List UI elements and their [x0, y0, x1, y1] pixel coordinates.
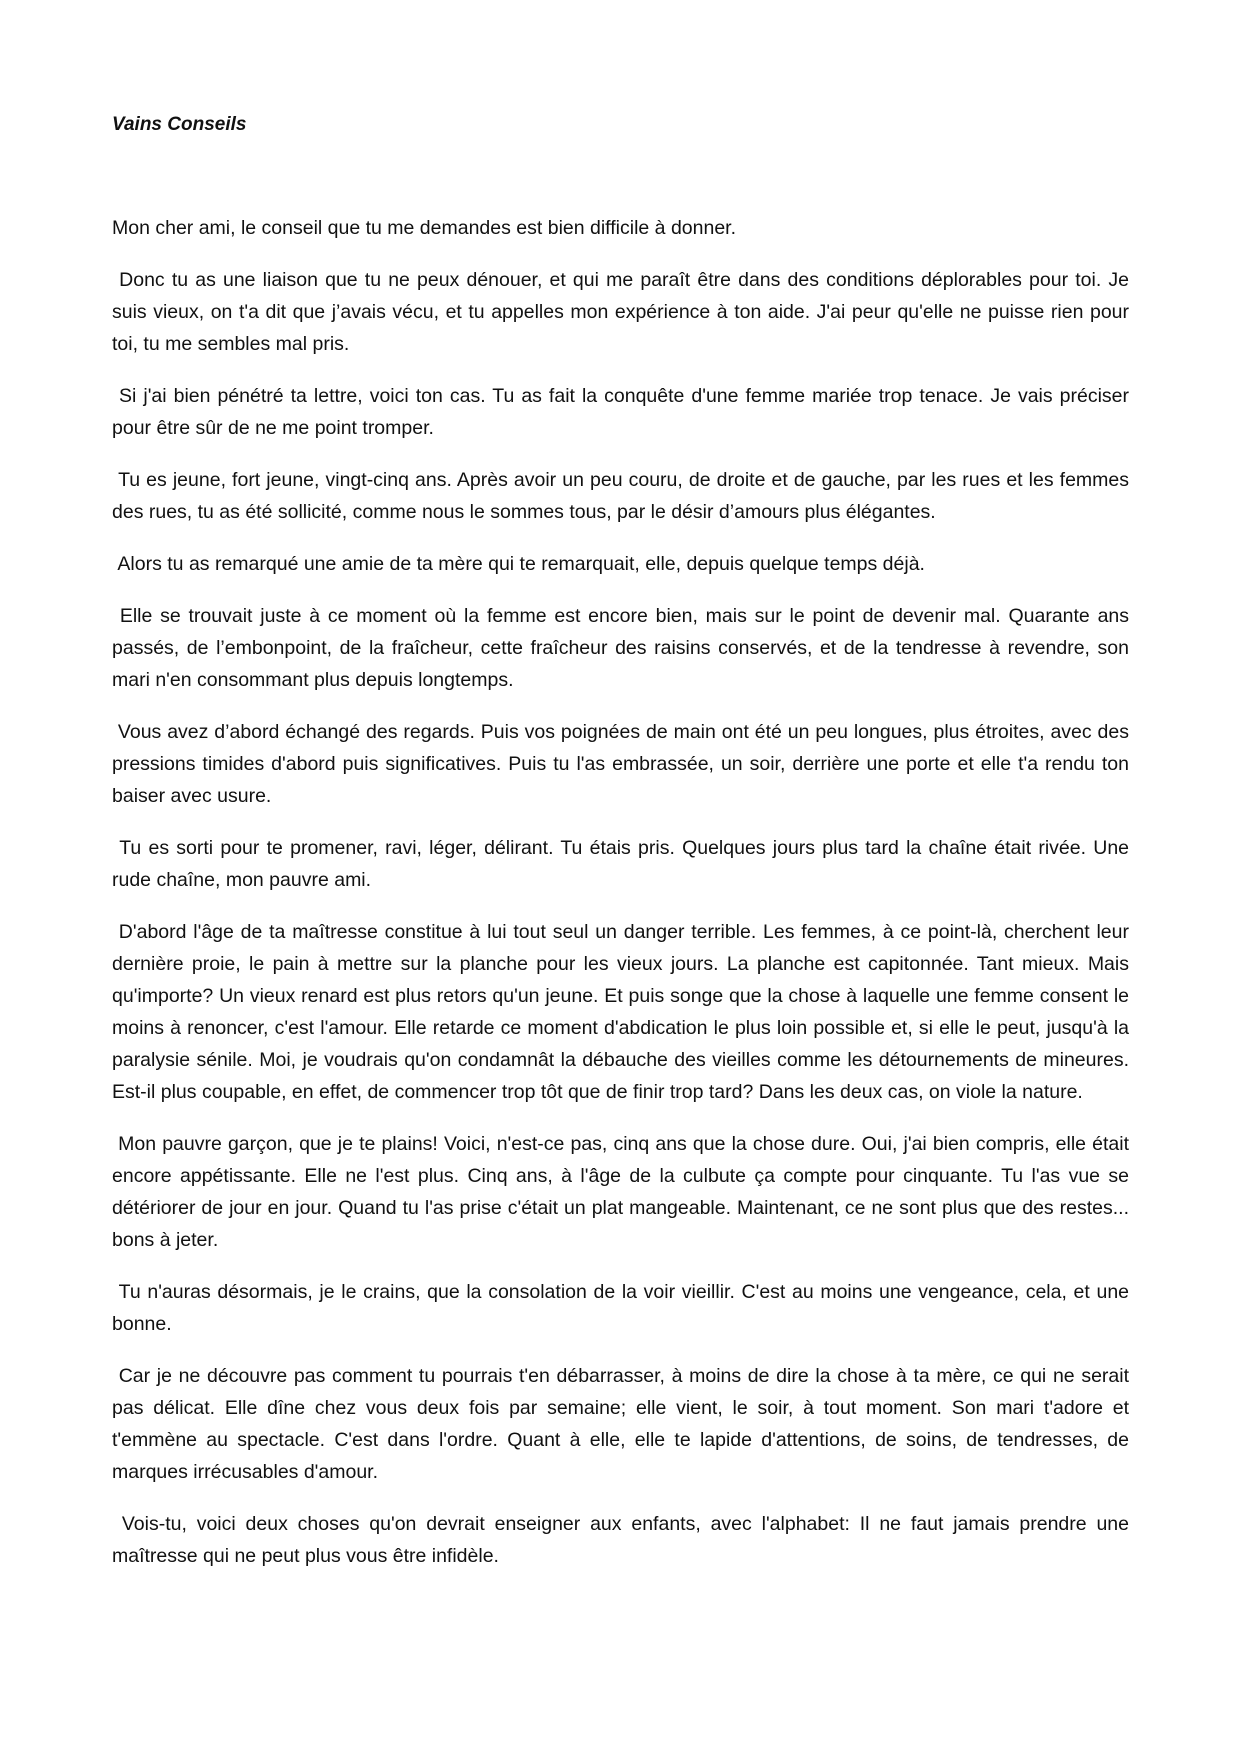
document-title: Vains Conseils [112, 114, 247, 135]
paragraph: Vous avez d’abord échangé des regards. Puis vos poignées de main ont été un peu longues, plus étroites, avec des pressions timides d'abord puis significatives. Puis tu l'as embrassée, un soir, derrière une porte et elle t'a rendu ton baiser avec usure. [112, 721, 1135, 807]
paragraph: Si j'ai bien pénétré ta lettre, voici ton cas. Tu as fait la conquête d'une femme mariée trop tenace. Je vais préciser pour être sûr de ne me point tromper. [112, 385, 1135, 439]
paragraph: Mon cher ami, le conseil que tu me demandes est bien difficile à donner. [112, 217, 736, 239]
paragraph: Vois-tu, voici deux choses qu'on devrait enseigner aux enfants, avec l'alphabet: Il ne faut jamais prendre une maîtresse qui ne peut plus vous être infidèle. [112, 1513, 1135, 1567]
paragraph: Car je ne découvre pas comment tu pourrais t'en débarrasser, à moins de dire la chose à ta mère, ce qui ne serait pas délicat. Elle dîne chez vous deux fois par semaine; elle vient, le soir, à tout moment. Son mari t'adore et t'emmène au spectacle. C'est dans l'ordre. Quant à elle, elle te lapide d'attentions, de soins, de tendresses, de marques irrécusables d'amour. [112, 1365, 1135, 1483]
paragraph: Alors tu as remarqué une amie de ta mère qui te remarquait, elle, depuis quelque temps déjà. [112, 553, 925, 575]
paragraph: D'abord l'âge de ta maîtresse constitue à lui tout seul un danger terrible. Les femmes, à ce point-là, cherchent leur dernière proie, le pain à mettre sur la planche pour les vieux jours. La planche est capitonnée. Tant mieux. Mais qu'importe? Un vieux renard est plus retors qu'un jeune. Et puis songe que la chose à laquelle une femme consent le moins à renoncer, c'est l'amour. Elle retarde ce moment d'abdication le plus loin possible et, si elle le peut, jusqu'à la paralysie sénile. Moi, je voudrais qu'on condamnât la débauche des vieilles comme les détournements de mineures. Est-il plus coupable, en effet, de commencer trop tôt que de finir trop tard? Dans les deux cas, on viole la nature. [112, 921, 1135, 1103]
paragraph: Elle se trouvait juste à ce moment où la femme est encore bien, mais sur le point de devenir mal. Quarante ans passés, de l’embonpoint, de la fraîcheur, cette fraîcheur des raisins conservés, et de la tendresse à revendre, son mari n'en consommant plus depuis longtemps. [112, 605, 1135, 691]
paragraph: Mon pauvre garçon, que je te plains! Voici, n'est-ce pas, cinq ans que la chose dure. Oui, j'ai bien compris, elle était encore appétissante. Elle ne l'est plus. Cinq ans, à l'âge de la culbute ça compte pour cinquante. Tu l'as vue se détériorer de jour en jour. Quand tu l'as prise c'était un plat mangeable. Maintenant, ce ne sont plus que des restes... bons à jeter. [112, 1133, 1135, 1251]
paragraph: Tu es jeune, fort jeune, vingt-cinq ans. Après avoir un peu couru, de droite et de gauche, par les rues et les femmes des rues, tu as été sollicité, comme nous le sommes tous, par le désir d’amours plus élégantes. [112, 469, 1135, 523]
paragraph: Tu es sorti pour te promener, ravi, léger, délirant. Tu étais pris. Quelques jours plus tard la chaîne était rivée. Une rude chaîne, mon pauvre ami. [112, 837, 1135, 891]
paragraph: Donc tu as une liaison que tu ne peux dénouer, et qui me paraît être dans des conditions déplorables pour toi. Je suis vieux, on t'a dit que j’avais vécu, et tu appelles mon expérience à ton aide. J'ai peur qu'elle ne puisse rien pour toi, tu me sembles mal pris. [112, 269, 1135, 355]
paragraph: Tu n'auras désormais, je le crains, que la consolation de la voir vieillir. C'est au moins une vengeance, cela, et une bonne. [112, 1281, 1135, 1335]
document-body [112, 212, 1135, 1592]
